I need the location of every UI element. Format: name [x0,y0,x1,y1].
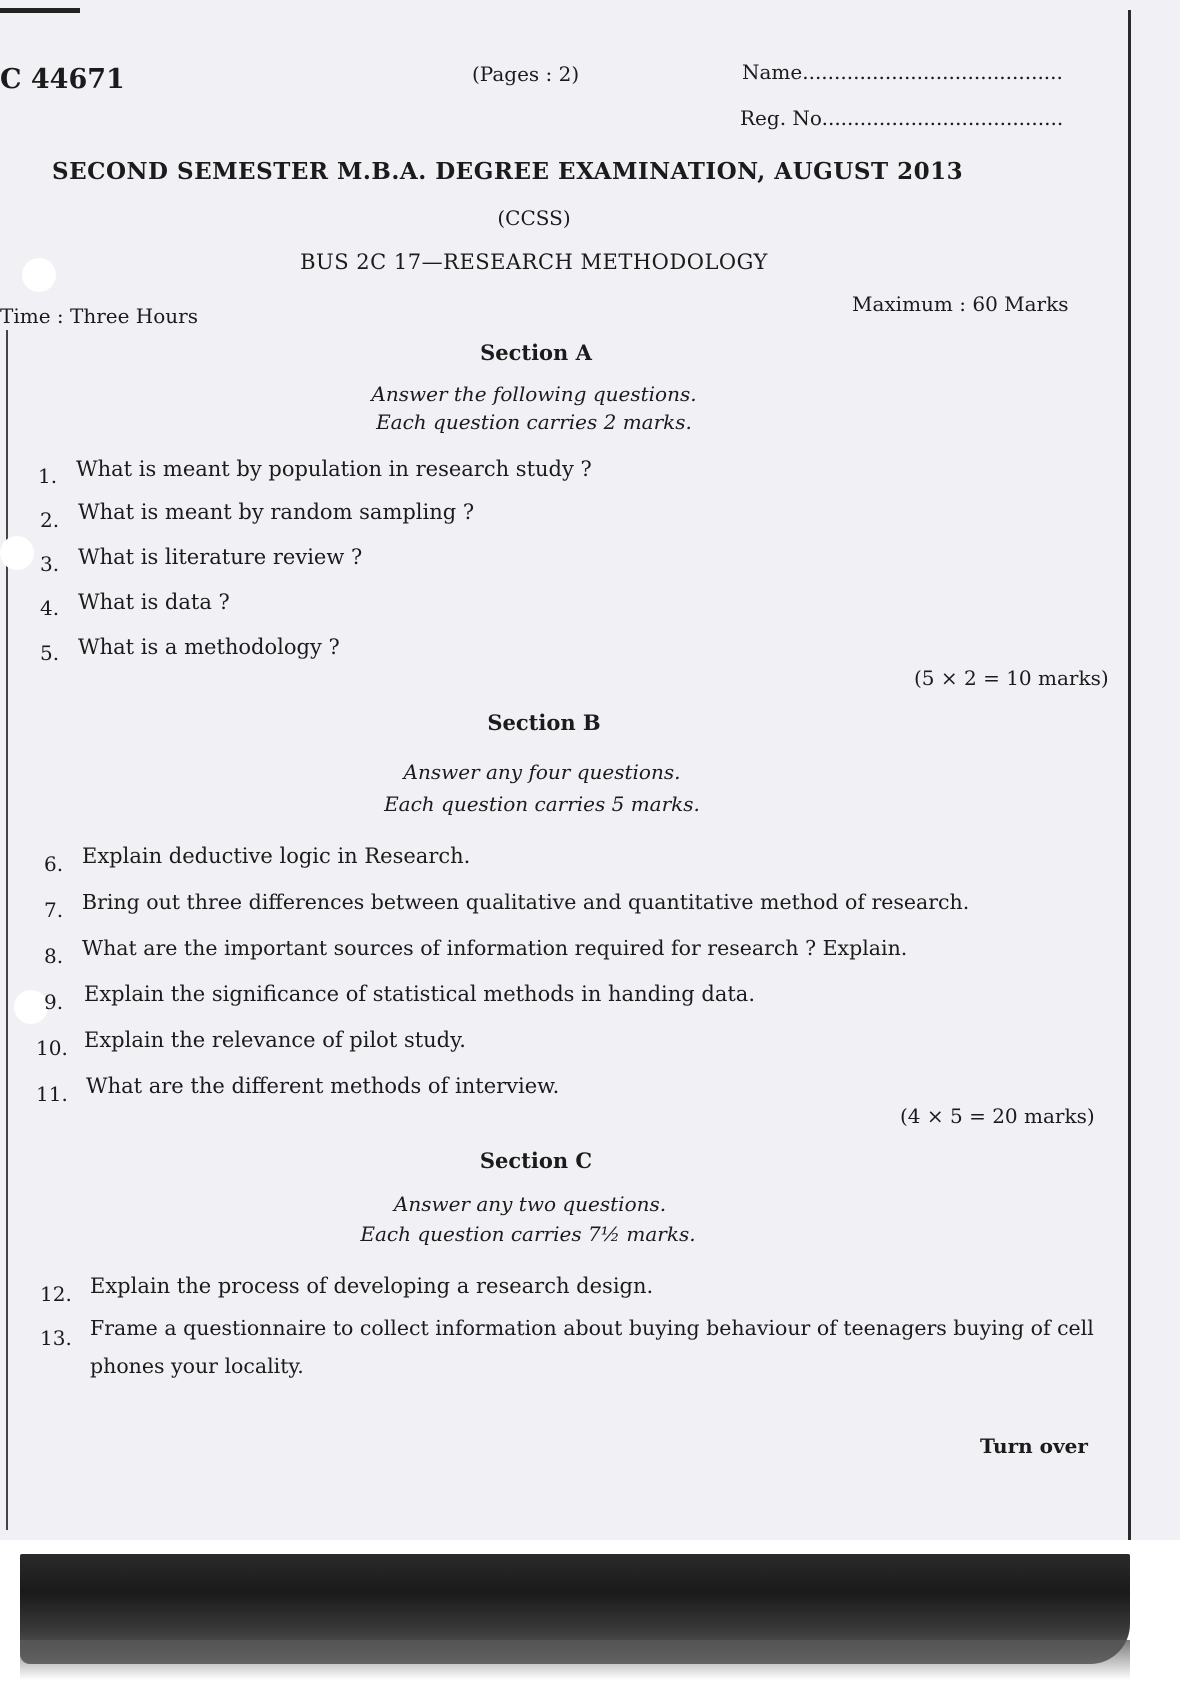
question-text: Explain deductive logic in Research. [82,844,471,868]
section-c-heading: Section C [479,1148,593,1173]
section-b-marks-per-question: Each question carries 5 marks. [384,792,700,816]
question-text: What is a methodology ? [78,635,340,659]
question-text: What is meant by random sampling ? [78,500,475,524]
question-text: What is literature review ? [78,545,363,569]
question-number: 2. [40,508,60,532]
question-text-continued: phones your locality. [90,1354,304,1378]
punch-hole [22,258,56,292]
question-number: 12. [40,1282,72,1306]
question-number: 4. [40,596,60,620]
question-text: What are the different methods of interview. [86,1074,560,1098]
paper-code: C 44671 [0,64,125,95]
question-number: 8. [44,944,64,968]
maximum-marks: Maximum : 60 Marks [852,292,1069,316]
name-field-label: Name......................................... [742,60,1063,84]
question-text: What is meant by population in research study ? [76,457,592,481]
question-text: Bring out three differences between qualitative and quantitative method of research. [82,890,970,914]
punch-hole [14,990,48,1024]
question-number: 13. [40,1326,72,1350]
section-a-total-marks: (5 × 2 = 10 marks) [914,666,1109,690]
section-b-total-marks: (4 × 5 = 20 marks) [900,1104,1095,1128]
page-count: (Pages : 2) [472,62,580,86]
section-a-marks-per-question: Each question carries 2 marks. [376,410,692,434]
turn-over-note: Turn over [980,1434,1088,1458]
question-number: 7. [44,898,64,922]
exam-scheme: (CCSS) [497,206,571,230]
paper-title: BUS 2C 17—RESEARCH METHODOLOGY [300,250,768,274]
question-text: What is data ? [78,590,230,614]
section-a-instruction: Answer the following questions. [371,382,697,406]
section-c-marks-per-question: Each question carries 7½ marks. [360,1222,696,1246]
section-b-instruction: Answer any four questions. [403,760,681,784]
question-text: Explain the significance of statistical methods in handing data. [84,982,756,1006]
section-c-instruction: Answer any two questions. [393,1192,667,1216]
scan-top-mark [0,8,80,13]
scan-right-edge [1128,10,1131,1696]
question-number: 9. [44,990,64,1014]
question-number: 5. [40,641,60,665]
reg-no-field-label: Reg. No...................................... [740,106,1064,130]
section-a-heading: Section A [480,340,592,365]
question-number: 10. [36,1036,68,1060]
question-number: 6. [44,852,64,876]
question-number: 11. [36,1082,68,1106]
question-number: 1. [38,464,58,488]
scan-shadow [20,1640,1130,1680]
question-text: What are the important sources of information required for research ? Explain. [82,936,908,960]
exam-title: SECOND SEMESTER M.B.A. DEGREE EXAMINATION, AUGUST 2013 [52,158,964,185]
punch-hole [0,536,34,570]
section-b-heading: Section B [487,710,601,735]
question-text: Frame a questionnaire to collect information about buying behaviour of teenagers buying of cell [90,1316,1094,1340]
exam-duration: Time : Three Hours [0,304,198,328]
question-number: 3. [40,552,60,576]
question-text: Explain the relevance of pilot study. [84,1028,466,1052]
scan-left-edge [6,330,8,1530]
question-text: Explain the process of developing a research design. [90,1274,654,1298]
